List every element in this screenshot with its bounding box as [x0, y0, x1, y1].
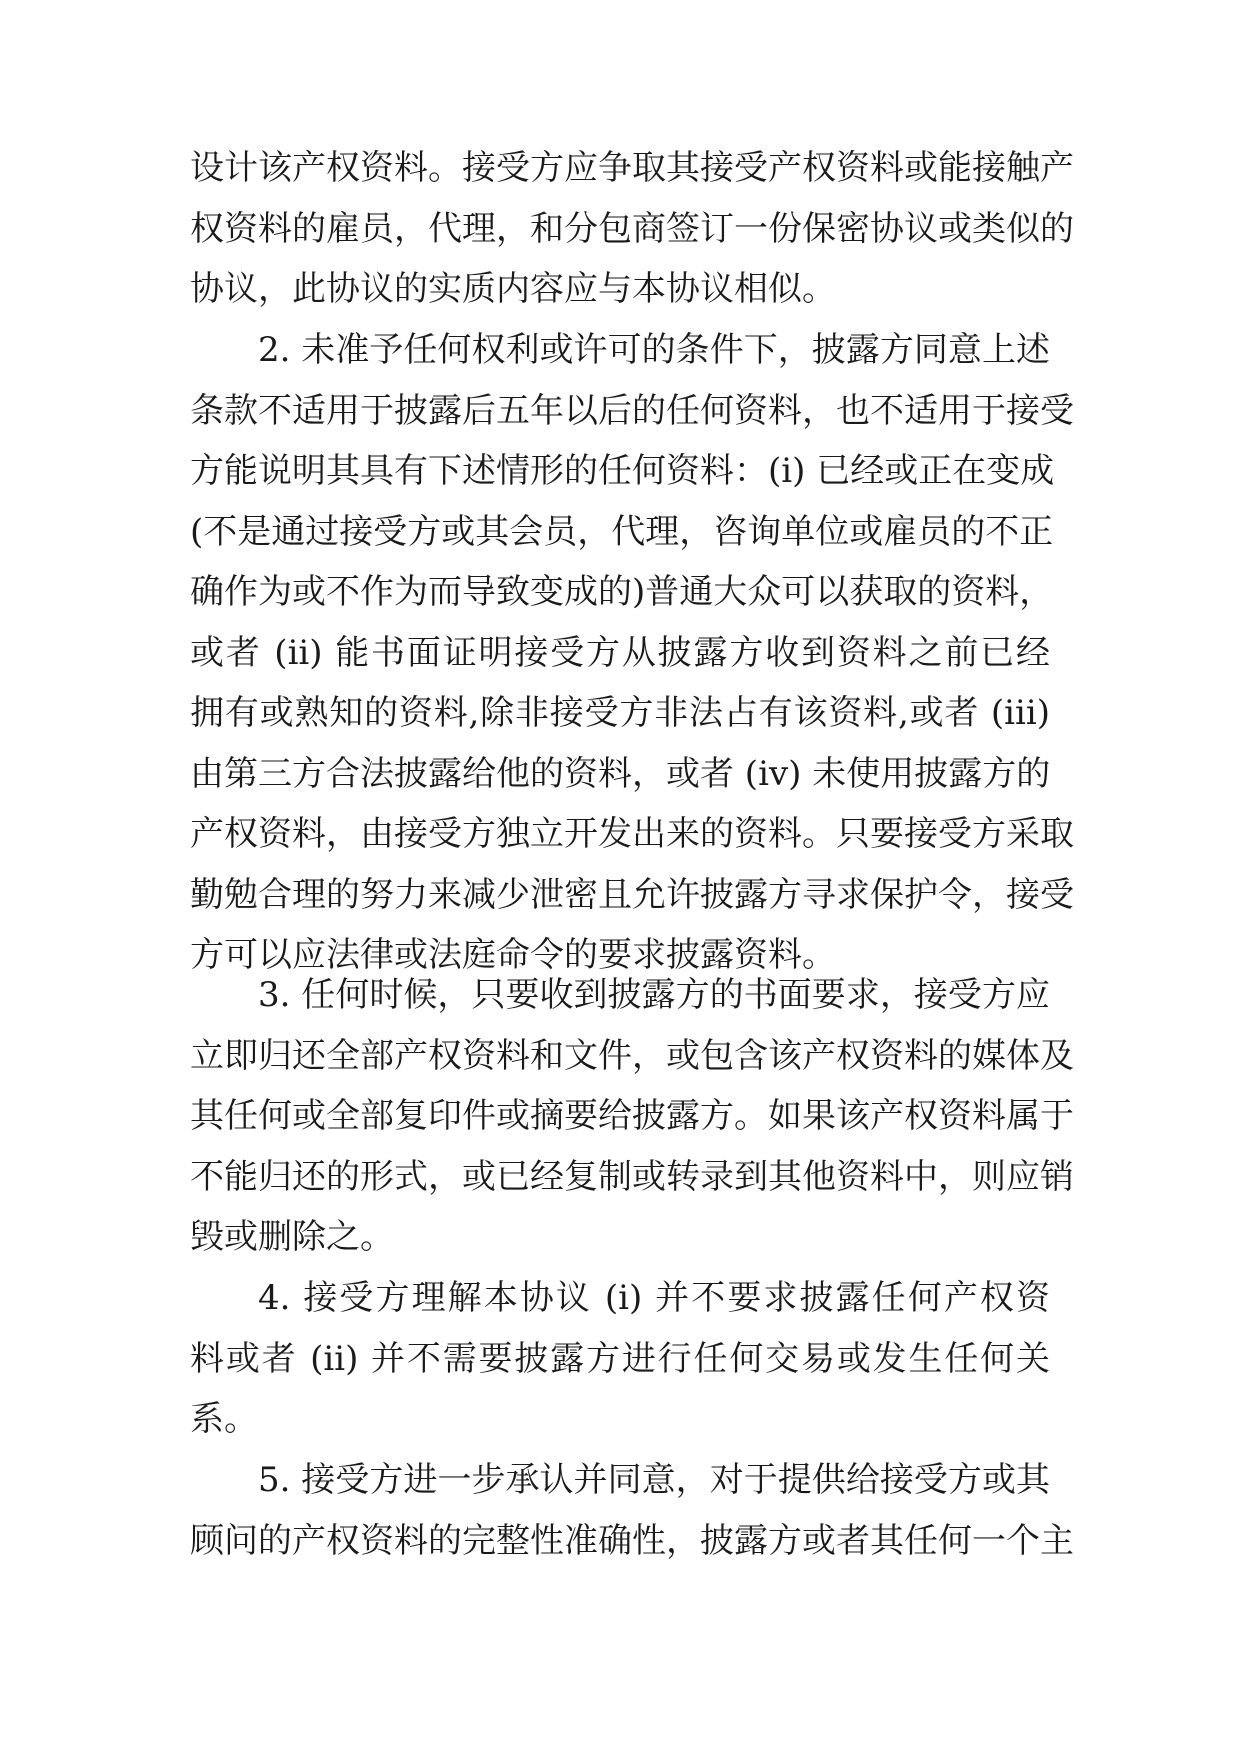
text-line: 设计该产权资料。接受方应争取其接受产权资料或能接触产	[190, 148, 1074, 188]
text-line: 其任何或全部复印件或摘要给披露方。如果该产权资料属于	[190, 1096, 1074, 1136]
text-line: 条款不适用于披露后五年以后的任何资料，也不适用于接受	[190, 390, 1074, 431]
text-line: 由第三方合法披露给他的资料，或者 (iv) 未使用披露方的	[190, 753, 1051, 794]
text-line: 毁或删除之。	[190, 1217, 394, 1257]
text-line: 协议，此协议的实质内容应与本协议相似。	[190, 269, 836, 309]
paragraph-continuation	[190, 138, 1074, 320]
text-line: 权资料的雇员，代理，和分包商签订一份保密协议或类似的	[190, 208, 1074, 249]
clause-3	[190, 965, 1074, 1268]
text-line: 顾问的产权资料的完整性准确性，披露方或者其任何一个主	[190, 1520, 1074, 1561]
text-line: 方可以应法律或法庭命令的要求披露资料。	[190, 935, 836, 975]
text-line: 勤勉合理的努力来减少泄密且允许披露方寻求保护令，接受	[190, 874, 1074, 915]
clause-3-first-line: 3. 任何时候，只要收到披露方的书面要求，接受方应	[258, 975, 1050, 1015]
clause-2-first-line: 2. 未准予任何权利或许可的条件下，披露方同意上述	[258, 330, 1050, 370]
text-line: 立即归还全部产权资料和文件，或包含该产权资料的媒体及	[190, 1035, 1074, 1076]
text-line: 方能说明其具有下述情形的任何资料：(i) 已经或正在变成	[190, 451, 1055, 491]
text-line: 不能归还的形式，或已经复制或转录到其他资料中，则应销	[190, 1156, 1074, 1197]
clause-5	[190, 1450, 1074, 1571]
clause-4-first-line: 4. 接受方理解本协议 (i) 并不要求披露任何产权资	[258, 1278, 1050, 1318]
clause-4	[190, 1268, 1050, 1450]
text-line: 料或者 (ii) 并不需要披露方进行任何交易或发生任何关	[190, 1338, 1050, 1379]
text-line: 系。	[190, 1399, 258, 1439]
text-line: 拥有或熟知的资料,除非接受方非法占有该资料,或者 (iii)	[190, 693, 1050, 733]
text-line: 产权资料，由接受方独立开发出来的资料。只要接受方采取	[190, 814, 1074, 854]
clause-5-first-line: 5. 接受方进一步承认并同意，对于提供给接受方或其	[258, 1460, 1050, 1500]
text-line: (不是通过接受方或其会员，代理，咨询单位或雇员的不正	[190, 511, 1054, 552]
text-line: 确作为或不作为而导致变成的)普通大众可以获取的资料，	[190, 572, 1054, 612]
text-line: 或者 (ii) 能书面证明接受方从披露方收到资料之前已经	[190, 632, 1050, 673]
clause-2	[190, 320, 1074, 986]
